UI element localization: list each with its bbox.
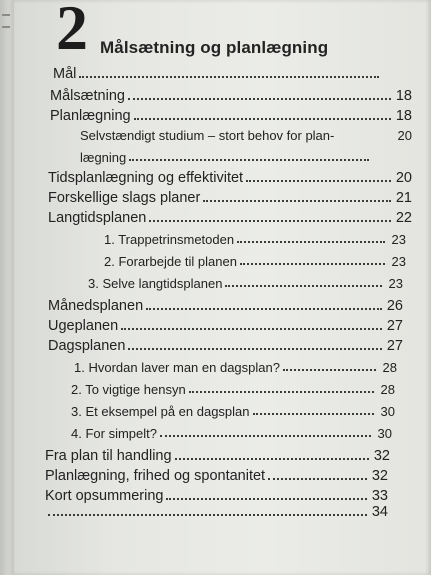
toc-page-number: 22 xyxy=(395,210,412,226)
toc-entry-label: 4. For simpelt? xyxy=(71,426,157,441)
toc-dot-leader xyxy=(175,458,369,460)
spine-mark xyxy=(2,14,10,16)
toc-entry-label: Målsætning xyxy=(50,88,125,104)
toc-dot-leader xyxy=(48,514,367,516)
toc-dot-leader xyxy=(134,118,391,120)
toc-dot-leader xyxy=(121,328,382,330)
toc-entry xyxy=(80,150,390,165)
toc-dot-leader xyxy=(129,159,369,161)
toc-page-number: 20 xyxy=(395,170,412,186)
toc-dot-leader xyxy=(240,263,385,265)
toc-entry xyxy=(104,232,406,247)
toc-page-number: 27 xyxy=(386,318,403,334)
toc-page-number: 32 xyxy=(373,448,390,464)
toc-entry-label: Ugeplanen xyxy=(48,318,119,334)
toc-entry xyxy=(48,210,412,226)
toc-page-number: 30 xyxy=(377,426,392,441)
toc-entry-label: 3. Et eksempel på en dagsplan xyxy=(71,404,250,419)
toc-entry-label: 1. Trappetrinsmetoden xyxy=(104,232,235,247)
toc-page-number: 27 xyxy=(386,338,403,354)
toc-dot-leader xyxy=(225,285,382,287)
toc-dot-leader xyxy=(283,369,376,371)
toc-entry-label: Planlægning xyxy=(50,108,131,124)
chapter-number: 2 xyxy=(56,0,88,63)
toc-dot-leader xyxy=(253,413,374,415)
toc-dot-leader xyxy=(79,76,379,78)
toc-entry xyxy=(71,382,395,397)
toc-entry xyxy=(48,190,412,206)
toc-page-number: 32 xyxy=(371,468,388,484)
toc-dot-leader xyxy=(128,98,391,100)
toc-entry xyxy=(71,426,392,441)
toc-entry-label: Planlægning, frihed og spontanitet xyxy=(45,468,266,484)
toc-entry-label: Forskellige slags planer xyxy=(48,190,201,206)
toc-dot-leader xyxy=(189,391,374,393)
toc-dot-leader xyxy=(203,200,391,202)
toc-page-number: 18 xyxy=(395,88,412,104)
toc-page-number: 34 xyxy=(371,504,388,520)
toc-page-number: 20 xyxy=(397,128,412,143)
toc-page-number: 26 xyxy=(386,298,403,314)
toc-entry xyxy=(88,276,403,291)
toc-dot-leader xyxy=(166,498,367,500)
toc-entry-label: Langtidsplanen xyxy=(48,210,147,226)
toc-page-number: 30 xyxy=(380,404,395,419)
toc-entry-label: 1. Hvordan laver man en dagsplan? xyxy=(74,360,280,375)
toc-entry xyxy=(45,488,388,504)
toc-dot-leader xyxy=(149,220,391,222)
toc-entry-label: 2. Forarbejde til planen xyxy=(104,254,237,269)
toc-entry xyxy=(48,338,403,354)
toc-entry-label: Kort opsummering xyxy=(45,488,164,504)
toc-dot-leader xyxy=(146,308,382,310)
toc-entry-label: Månedsplanen xyxy=(48,298,144,314)
toc-page-number: 23 xyxy=(388,276,403,291)
toc-entry xyxy=(71,404,395,419)
toc-entry-label: Tidsplanlægning og effektivitet xyxy=(48,170,244,186)
toc-entry xyxy=(53,66,400,82)
toc-entry-label: lægning xyxy=(80,150,127,165)
book-spine xyxy=(0,0,14,575)
toc-entry xyxy=(48,170,412,186)
toc-entry xyxy=(50,108,412,124)
toc-entry xyxy=(48,318,403,334)
toc-entry xyxy=(74,360,397,375)
toc-entry xyxy=(45,448,390,464)
toc-entry-label: 2. To vigtige hensyn xyxy=(71,382,186,397)
toc-dot-leader xyxy=(128,348,382,350)
toc-entry xyxy=(45,504,388,520)
toc-page-number: 23 xyxy=(391,254,406,269)
toc-page-number: 28 xyxy=(380,382,395,397)
toc-page-number: 28 xyxy=(382,360,397,375)
toc-page-number: 23 xyxy=(391,232,406,247)
toc-entry xyxy=(104,254,406,269)
toc-entry-label: Fra plan til handling xyxy=(45,448,172,464)
toc-entry-label: Dagsplanen xyxy=(48,338,126,354)
toc-entry-label: Selvstændigt studium – stort behov for plan- xyxy=(80,128,335,143)
toc-entry xyxy=(50,88,412,104)
toc-dot-leader xyxy=(160,435,371,437)
toc-entry xyxy=(45,468,388,484)
toc-dot-leader xyxy=(268,478,367,480)
toc-page-number: 33 xyxy=(371,488,388,504)
toc-page-number: 21 xyxy=(395,190,412,206)
toc-dot-leader xyxy=(246,180,391,182)
spine-mark xyxy=(2,26,10,28)
chapter-title: Målsætning og planlægning xyxy=(100,38,329,57)
toc-entry-label: Mål xyxy=(53,66,77,82)
spine-marks xyxy=(2,14,10,38)
toc-page-number: 18 xyxy=(395,108,412,124)
toc-entry-label: 3. Selve langtidsplanen xyxy=(88,276,223,291)
toc-dot-leader xyxy=(237,241,385,243)
toc-entry xyxy=(48,298,403,314)
toc-entry xyxy=(80,128,412,143)
